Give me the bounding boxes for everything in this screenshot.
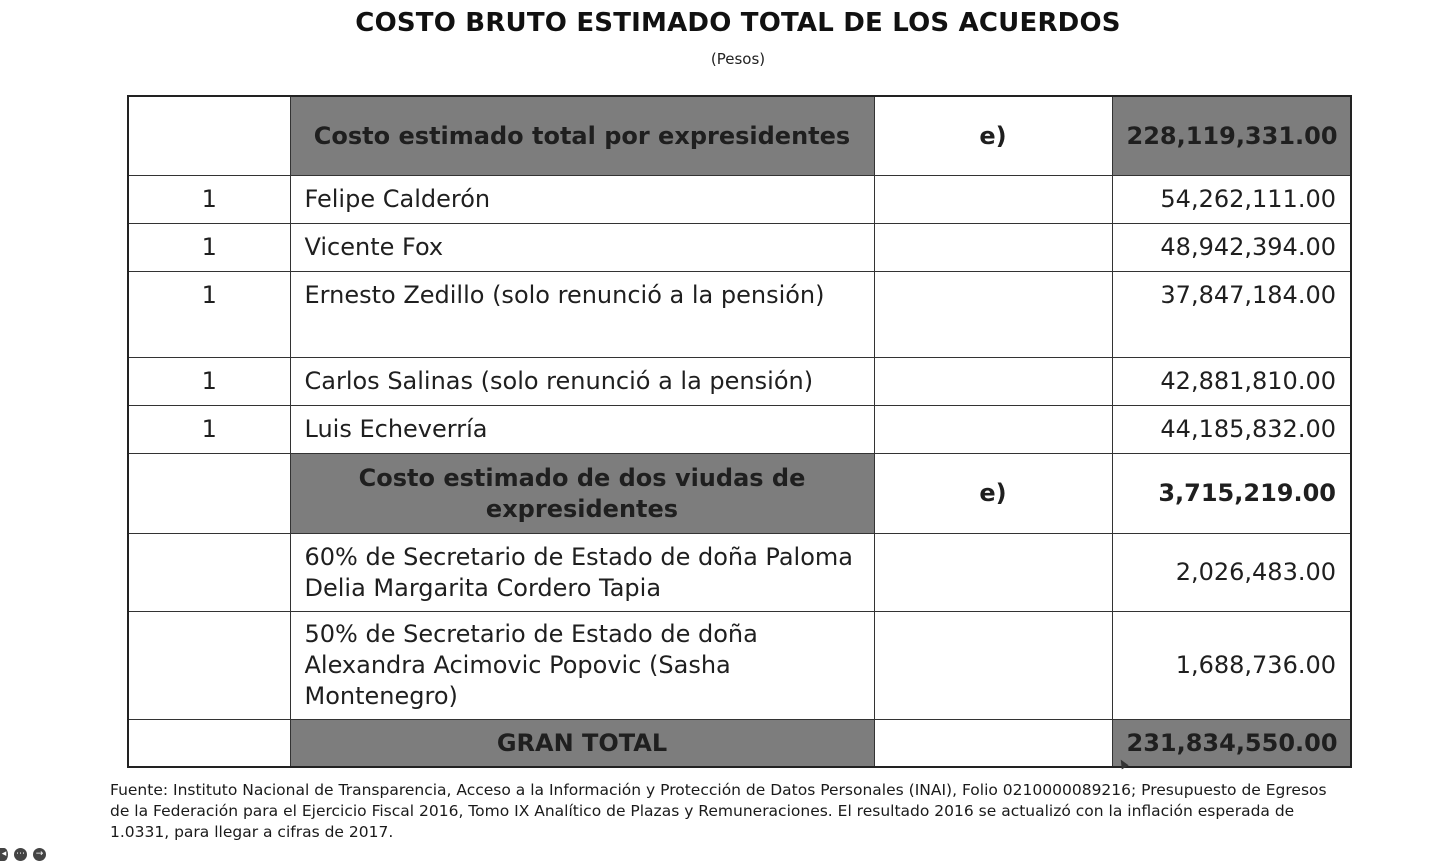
table-row — [128, 406, 1351, 454]
row-count: 1 — [128, 224, 290, 272]
empty-cell — [874, 534, 1112, 612]
empty-cell — [874, 612, 1112, 720]
source-note: Fuente: Instituto Nacional de Transparencia, Acceso a la Información y Protección de Datos Personales (INAI), Folio 0210000089216; Presupuesto de Egresos de la Federación para el Ejercicio Fiscal 2016, Tomo IX Analítico de Plazas y Remuneraciones. El resultado 2016 se actualizó con la inflación esperada de 1.0331, para llegar a cifras de 2017. — [110, 781, 1327, 841]
row-name: Felipe Calderón — [290, 176, 874, 224]
row-count: 1 — [128, 406, 290, 454]
section-label: Costo estimado de dos viudas de expresidentes — [290, 454, 874, 534]
section-label: Costo estimado total por expresidentes — [290, 96, 874, 176]
table-row — [128, 358, 1351, 406]
row-amount: 37,847,184.00 — [1112, 272, 1351, 358]
section-header-expresidents — [128, 96, 1351, 176]
row-amount: 48,942,394.00 — [1112, 224, 1351, 272]
section-note: e) — [874, 96, 1112, 176]
grand-total-label: GRAN TOTAL — [290, 720, 874, 768]
section-amount: 228,119,331.00 — [1112, 96, 1351, 176]
empty-cell — [128, 454, 290, 534]
grand-total-amount: 231,834,550.00 — [1112, 720, 1351, 768]
empty-cell — [874, 272, 1112, 358]
table-row — [128, 176, 1351, 224]
empty-cell — [128, 96, 290, 176]
menu-icon[interactable]: ⋯ — [16, 849, 25, 859]
row-amount: 1,688,736.00 — [1112, 612, 1351, 720]
row-name: Vicente Fox — [290, 224, 874, 272]
grand-total-row — [128, 720, 1351, 768]
empty-cell — [874, 358, 1112, 406]
cost-table — [127, 95, 1352, 768]
player-controls — [0, 848, 46, 861]
table-row — [128, 224, 1351, 272]
prev-icon[interactable]: ◂ — [1, 849, 7, 859]
row-amount: 2,026,483.00 — [1112, 534, 1351, 612]
section-note: e) — [874, 454, 1112, 534]
row-amount: 42,881,810.00 — [1112, 358, 1351, 406]
next-icon[interactable]: → — [33, 848, 46, 861]
table-row — [128, 272, 1351, 358]
document-title: COSTO BRUTO ESTIMADO TOTAL DE LOS ACUERDOS — [355, 8, 1121, 38]
empty-cell — [874, 406, 1112, 454]
row-count: 1 — [128, 272, 290, 358]
row-name: Carlos Salinas (solo renunció a la pensión) — [290, 358, 874, 406]
table-row — [128, 534, 1351, 612]
empty-cell — [874, 720, 1112, 768]
empty-cell — [874, 176, 1112, 224]
row-name: Luis Echeverría — [290, 406, 874, 454]
empty-cell — [874, 224, 1112, 272]
row-count: 1 — [128, 176, 290, 224]
document-subtitle: (Pesos) — [710, 50, 766, 68]
row-amount: 44,185,832.00 — [1112, 406, 1351, 454]
section-header-widows — [128, 454, 1351, 534]
row-name: Ernesto Zedillo (solo renunció a la pensión) — [290, 272, 874, 358]
row-name: 50% de Secretario de Estado de doña Alexandra Acimovic Popovic (Sasha Montenegro) — [290, 612, 874, 720]
row-count: 1 — [128, 358, 290, 406]
empty-cell — [128, 534, 290, 612]
table-row — [128, 612, 1351, 720]
empty-cell — [128, 612, 290, 720]
row-amount: 54,262,111.00 — [1112, 176, 1351, 224]
empty-cell — [128, 720, 290, 768]
section-amount: 3,715,219.00 — [1112, 454, 1351, 534]
row-name: 60% de Secretario de Estado de doña Paloma Delia Margarita Cordero Tapia — [290, 534, 874, 612]
